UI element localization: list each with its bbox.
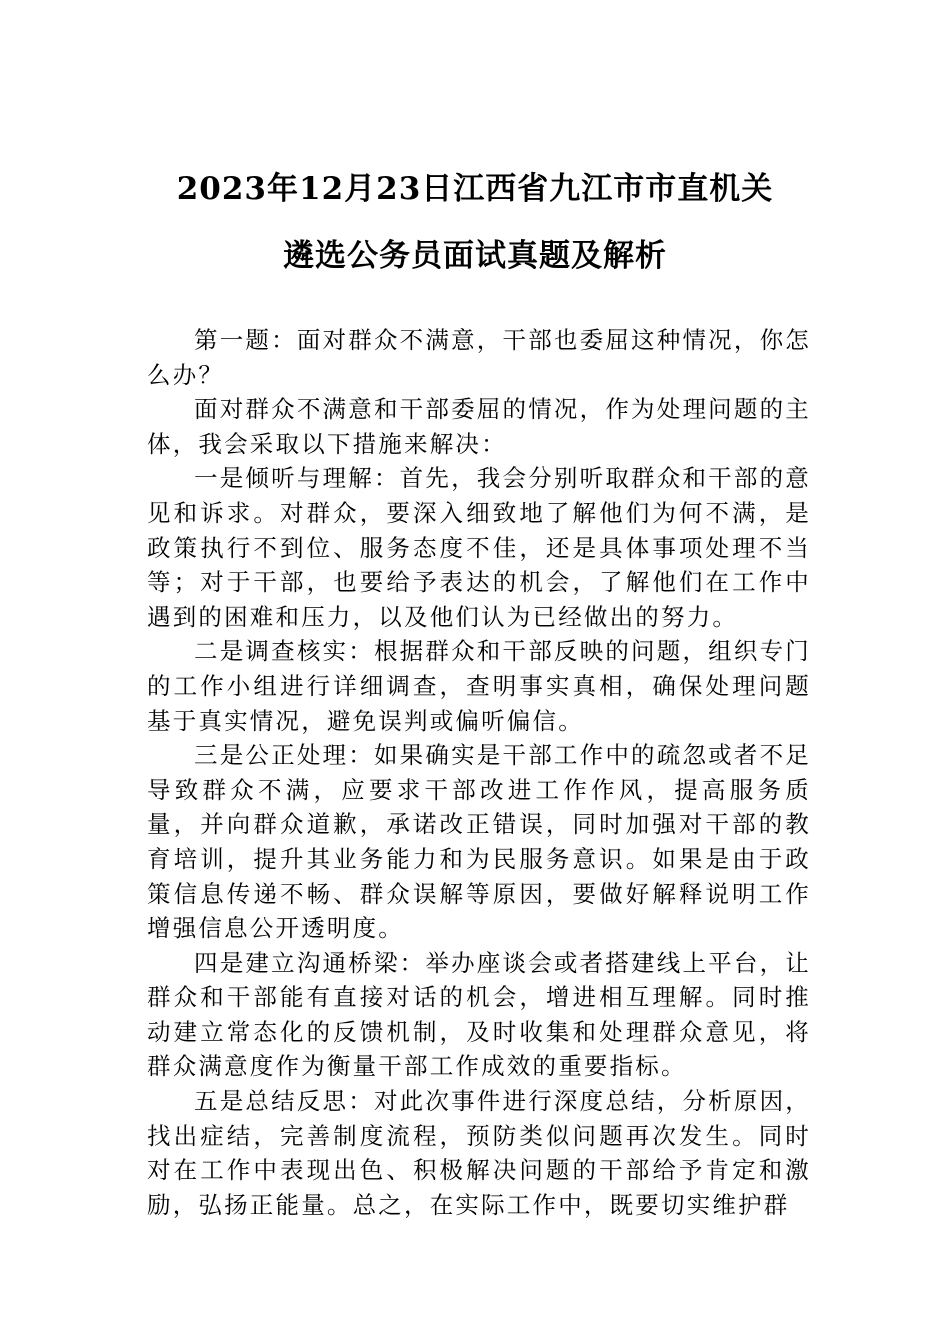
answer-point-3-paragraph: 三是公正处理：如果确实是干部工作中的疏忽或者不足导致群众不满，应要求干部改进工作作风，提高服务质量，并向群众道歉，承诺改正错误，同时加强对干部的教育培训，提升其业务能力和为民服务意识。如果是由于政策信息传递不畅、群众误解等原因，要做好解释说明工作增强信息公开透明度。 [147,741,811,943]
answer-intro-paragraph: 面对群众不满意和干部委屈的情况，作为处理问题的主体，我会采取以下措施来解决： [147,395,811,458]
document-body [147,323,811,1222]
title-line-2: 遴选公务员面试真题及解析 [283,238,667,274]
answer-point-4-paragraph: 四是建立沟通桥梁：举办座谈会或者搭建线上平台，让群众和干部能有直接对话的机会，增进相互理解。同时推动建立常态化的反馈机制，及时收集和处理群众意见，将群众满意度作为衡量干部工作成效的重要指标。 [147,948,811,1081]
answer-point-2-paragraph: 二是调查核实：根据群众和干部反映的问题，组织专门的工作小组进行详细调查，查明事实真相，确保处理问题基于真实情况，避免误判或偏听偏信。 [147,637,811,735]
answer-point-1-paragraph: 一是倾听与理解：首先，我会分别听取群众和干部的意见和诉求。对群众，要深入细致地了解他们为何不满，是政策执行不到位、服务态度不佳，还是具体事项处理不当等；对于干部，也要给予表达的机会，了解他们在工作中遇到的困难和压力，以及他们认为已经做出的努力。 [147,464,811,631]
question-paragraph: 第一题：面对群众不满意，干部也委屈这种情况，你怎么办？ [147,326,811,389]
title-line-1: 2023年12月23日江西省九江市市直机关 [176,171,774,207]
document-title [125,156,825,290]
answer-point-5-paragraph: 五是总结反思：对此次事件进行深度总结，分析原因，找出症结，完善制度流程，预防类似问题再次发生。同时对在工作中表现出色、积极解决问题的干部给予肯定和激励，弘扬正能量。总之，在实际工作中，既要切实维护群 [147,1087,811,1219]
